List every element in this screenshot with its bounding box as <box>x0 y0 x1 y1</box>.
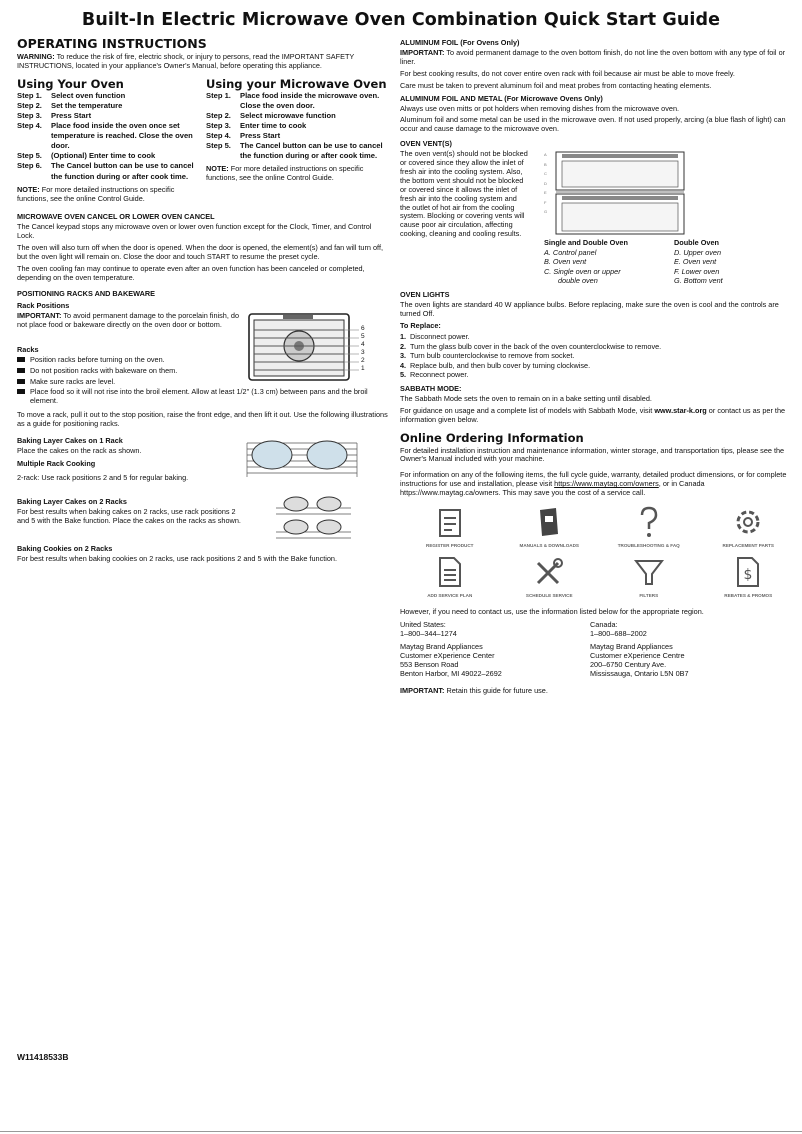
add-service-plan-tile[interactable]: ADD SERVICE PLAN <box>400 554 500 598</box>
bullet-square-icon <box>17 368 25 373</box>
retain-note: IMPORTANT: Retain this guide for future use. <box>400 685 548 695</box>
bake-1-rack-heading: Baking Layer Cakes on 1 Rack <box>17 435 123 445</box>
star-k-link[interactable]: www.star-k.org <box>654 405 707 415</box>
filters-icon <box>631 554 667 590</box>
replacement-parts-icon <box>730 504 766 540</box>
rack-bullet: Position racks before turning on the oven. <box>17 356 249 365</box>
microwave-step: Step 5. The Cancel button can be use to cancel the function during or after cook time. <box>206 141 383 161</box>
register-product-tile[interactable]: REGISTER PRODUCT <box>400 504 500 548</box>
oven-step: Step 5. (Optional) Enter time to cook <box>17 151 156 161</box>
rack-bullet: Do not position racks with bakeware on them. <box>17 367 249 376</box>
cakes-two-racks-image <box>271 494 361 542</box>
operating-instructions-heading: OPERATING INSTRUCTIONS <box>17 36 207 51</box>
rack-bullet: Make sure racks are level. <box>17 378 249 387</box>
replace-step: 1. Disconnect power. <box>400 332 470 342</box>
legend-left-heading: Single and Double Oven <box>544 238 628 248</box>
foil-paragraph-1: For best cooking results, do not cover entire oven rack with foil because air must be able to move freely. <box>400 68 735 78</box>
page-bottom-rule <box>0 1131 802 1132</box>
bake-1-rack-text: Place the cakes on the rack as shown. <box>17 445 142 455</box>
online-paragraph-1: For detailed installation instruction and maintenance information, winter storage, and transportation tips, please see the Owner's Manual included with your machine. <box>400 445 785 464</box>
sabbath-heading: SABBATH MODE: <box>400 383 462 393</box>
filters-tile[interactable]: FILTERS <box>599 554 699 598</box>
vent-heading: OVEN VENT(S) <box>400 139 452 149</box>
rack-positions-heading: Rack Positions <box>17 300 70 310</box>
microwave-step: Step 2. Select microwave function <box>206 110 336 120</box>
replace-step: 2. Turn the glass bulb cover in the back of the oven counterclockwise to remove. <box>400 341 662 351</box>
multiple-rack-text: 2-rack: Use rack positions 2 and 5 for regular baking. <box>17 472 189 482</box>
add-service-plan-icon <box>432 554 468 590</box>
vent-diagram-area <box>544 150 784 285</box>
oven-rack-illustration <box>239 312 389 380</box>
foil-metal-paragraph-2: Aluminum foil and some metal can be used in the microwave oven. If not used properly, arcing (a blue flash of light) can occur and cause damage to the microwave oven. <box>400 115 786 134</box>
microwave-note: NOTE: For more detailed instructions on specific functions, see the online Control Guide. <box>206 164 364 183</box>
microwave-step: Step 1. Place food inside the microwave oven. Close the oven door. <box>206 90 380 110</box>
replace-heading: To Replace: <box>400 321 441 331</box>
double-oven-diagram <box>544 150 784 236</box>
contact-info <box>400 620 800 679</box>
oven-step: Step 1. Select oven function <box>17 90 126 100</box>
bake-2-racks-text: For best results when baking cakes on 2 racks, use rack positions 2 and 5 with the Bake function. Place the cakes on the racks as shown. <box>17 506 241 525</box>
service-icon-grid <box>400 504 798 598</box>
warning-label: WARNING: <box>17 52 55 61</box>
oven-racks-image <box>239 312 389 382</box>
cancel-heading: MICROWAVE OVEN CANCEL OR LOWER OVEN CANCEL <box>17 212 215 222</box>
cookies-heading: Baking Cookies on 2 Racks <box>17 543 113 553</box>
bake-1-rack-block <box>17 433 389 486</box>
replace-steps <box>400 332 800 379</box>
foil-heading: ALUMINUM FOIL (For Ovens Only) <box>400 38 520 47</box>
microwave-steps <box>206 91 389 162</box>
rack-move-paragraph: To move a rack, pull it out to the stop position, raise the front edge, and then lift it out. Use the following illustrations as a guide for positioning racks. <box>17 410 388 429</box>
vent-text: The oven vent(s) should not be blocked or covered since they allow the inlet of fresh air into the cooling system. Also, the bottom vent should not be blocked or covered since it allows the inlet of fresh air into the cooling system and the outlet of hot air from the cooling system. Blocking or covering vents will cause poor air circulation, affecting cooking, cleaning and cooling results. <box>400 149 528 239</box>
bullet-square-icon <box>17 357 25 362</box>
diagram-letters: A B C D E F G <box>544 152 548 215</box>
oven-step: Step 2. Set the temperature <box>17 100 123 110</box>
bake-2-racks-block <box>17 494 389 542</box>
svg-text:$: $ <box>743 566 753 583</box>
us-contact: United States: 1–800–344–1274 Maytag Brand Appliances Customer eXperience Center 553 Benson Road Benton Harbor, MI 49022–2692 <box>400 619 502 679</box>
replace-step: 3. Turn bulb counterclockwise to remove from socket. <box>400 351 575 361</box>
document-number: W11418533B <box>17 1052 69 1062</box>
rebates-promos-icon <box>730 554 766 590</box>
oven-step: Step 6. The Cancel button can be use to cancel the function during or after cook time. <box>17 161 194 181</box>
online-paragraph-2: For information on any of the following items, the full cycle guide, warranty, detailed product dimensions, or for complete instructions for use and installation, please visit https://www.maytag.com/owners, or in Canada https://www.maytag.ca/owners. This may save you the cost of a service call. <box>400 470 787 498</box>
bake-2-racks-heading: Baking Layer Cakes on 2 Racks <box>17 496 127 506</box>
oven-steps <box>17 91 200 182</box>
cookies-text: For best results when baking cookies on 2 racks, use rack positions 2 and 5 with the Bake function. <box>17 553 338 563</box>
cakes-one-rack-image <box>242 433 362 483</box>
foil-metal-paragraph-1: Always use oven mitts or pot holders when removing dishes from the microwave oven. <box>400 103 680 113</box>
bullet-square-icon <box>17 389 25 394</box>
manuals-downloads-tile[interactable]: MANUALS & DOWNLOADS <box>500 504 600 548</box>
replace-step: 5. Reconnect power. <box>400 370 469 380</box>
troubleshooting-faq-tile[interactable]: TROUBLESHOOTING & FAQ <box>599 504 699 548</box>
bullet-square-icon <box>17 379 25 384</box>
multiple-rack-heading: Multiple Rack Cooking <box>17 458 96 468</box>
oven-step: Step 3. Press Start <box>17 110 92 120</box>
right-column <box>400 36 800 698</box>
contact-intro: However, if you need to contact us, use the information listed below for the appropriate region. <box>400 606 704 616</box>
foil-important: IMPORTANT: To avoid permanent damage to the oven bottom finish, do not line the oven bottom with any type of foil or liner. <box>400 48 786 66</box>
using-microwave-section <box>206 77 389 207</box>
manuals-downloads-icon <box>531 504 567 540</box>
sabbath-paragraph-2: For guidance on usage and a complete list of models with Sabbath Mode, visit www.star-k.org or contact us as per the information given below. <box>400 405 786 424</box>
racks-label: Racks <box>17 344 39 354</box>
document-title: Built-In Electric Microwave Oven Combination Quick Start Guide <box>81 10 721 30</box>
using-oven-heading: Using Your Oven <box>17 76 124 91</box>
online-ordering-heading: Online Ordering Information <box>400 430 584 445</box>
oven-step: Step 4. Place food inside the oven once set temperature is reached. Close the oven door. <box>17 121 193 151</box>
left-column <box>17 36 389 567</box>
foil-metal-heading: ALUMINUM FOIL AND METAL (For Microwave Ovens Only) <box>400 93 603 103</box>
rack-important: IMPORTANT: To avoid permanent damage to the porcelain finish, do not place food or bakeware directly on the oven door or bottom. <box>17 310 240 329</box>
microwave-step: Step 3. Enter time to cook <box>206 121 307 131</box>
troubleshooting-faq-icon <box>631 504 667 540</box>
cancel-paragraph-3: The oven cooling fan may continue to operate even after an oven function has been canceled or completed, depending on the oven temperature. <box>17 263 365 282</box>
rebates-promos-tile[interactable]: $ REBATES & PROMOS <box>699 554 799 598</box>
cancel-paragraph-1: The Cancel keypad stops any microwave oven or lower oven function except for the Clock, Timer, and Control Lock. <box>17 222 372 241</box>
maytag-owners-link[interactable]: https://www.maytag.com/owners <box>554 479 659 489</box>
register-product-icon <box>432 504 468 540</box>
microwave-step: Step 4. Press Start <box>206 131 281 141</box>
lights-text: The oven lights are standard 40 W appliance bulbs. Before replacing, make sure the oven is cool and the controls are turned Off. <box>400 299 779 318</box>
warning-text: To reduce the risk of fire, electric shock, or injury to persons, read the IMPORTANT SAFETY INSTRUCTIONS, located in your appliance's Owner's Manual, before operating this appliance. <box>17 52 355 70</box>
using-sections <box>17 77 389 207</box>
vent-legend: Single and Double Oven Double Oven A. Control panel D. Upper oven B. Oven vent E. Oven vent C. Single oven or upper F. Lower oven double oven G. Bottom vent <box>544 238 784 285</box>
warning-paragraph <box>17 53 389 71</box>
schedule-service-icon <box>531 554 567 590</box>
using-oven-section <box>17 77 200 207</box>
lights-heading: OVEN LIGHTS <box>400 289 450 299</box>
foil-paragraph-2: Care must be taken to prevent aluminum foil and meat probes from contacting heating elements. <box>400 80 712 90</box>
replace-step: 4. Replace bulb, and then bulb cover by turning clockwise. <box>400 360 591 370</box>
cancel-paragraph-2: The oven will also turn off when the door is opened. When the door is opened, the element(s) and fan will turn off, but the oven light will remain on. Close the door and touch START to resume the preset cycle. <box>17 243 384 262</box>
double-oven-image <box>552 150 692 236</box>
rack-bullet: Place food so it will not rise into the broil element. Allow at least 1/2" (1.3 cm) between pans and the broil element. <box>17 388 389 406</box>
racks-heading: POSITIONING RACKS AND BAKEWARE <box>17 288 155 298</box>
legend-right-heading: Double Oven <box>674 238 720 248</box>
replacement-parts-tile[interactable]: REPLACEMENT PARTS <box>699 504 799 548</box>
using-microwave-heading: Using your Microwave Oven <box>206 76 387 91</box>
sabbath-paragraph-1: The Sabbath Mode sets the oven to remain on in a bake setting until disabled. <box>400 393 652 403</box>
canada-contact: Canada: 1–800–688–2002 Maytag Brand Appliances Customer eXperience Centre 200–6750 Century Ave. Mississauga, Ontario L5N 0B7 <box>590 619 689 679</box>
oven-note: NOTE: For more detailed instructions on specific functions, see the online Control Guide. <box>17 184 175 203</box>
rack-number-labels: 6 5 4 3 2 1 <box>361 324 365 372</box>
vent-block <box>400 150 800 285</box>
schedule-service-tile[interactable]: SCHEDULE SERVICE <box>500 554 600 598</box>
